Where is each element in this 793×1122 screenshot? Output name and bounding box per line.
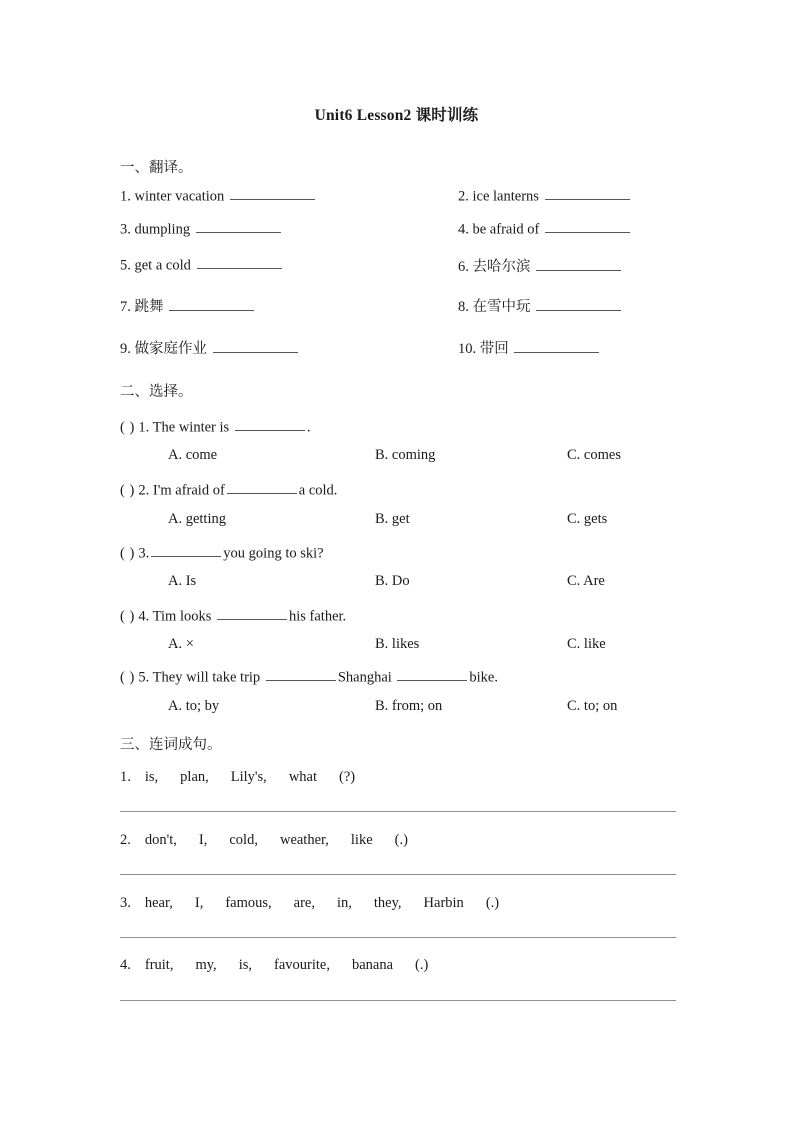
item-number: 10. xyxy=(458,341,477,357)
item-number: 5. xyxy=(120,257,131,274)
question-stem-tail: . xyxy=(306,419,311,436)
option-4a[interactable]: A. × xyxy=(168,636,194,652)
choice-question-3 xyxy=(120,543,324,562)
word: cold, xyxy=(229,832,258,848)
translate-item-2 xyxy=(458,186,632,205)
word-order-item-1 xyxy=(120,769,355,786)
option-4c[interactable]: C. like xyxy=(567,636,606,652)
option-1a[interactable]: A. come xyxy=(168,447,218,463)
answer-bracket-4[interactable]: ( ) xyxy=(120,608,135,625)
answer-blank[interactable] xyxy=(230,186,315,200)
answer-bracket-3[interactable]: ( ) xyxy=(120,545,135,562)
answer-rule-3[interactable] xyxy=(120,937,676,938)
answer-bracket-5[interactable]: ( ) xyxy=(120,669,135,686)
word: I, xyxy=(194,895,204,911)
answer-blank[interactable] xyxy=(217,606,287,620)
word: are, xyxy=(293,895,315,911)
answer-rule-4[interactable] xyxy=(120,1000,676,1001)
word: they, xyxy=(373,895,402,911)
answer-blank[interactable] xyxy=(227,480,297,494)
section-1-heading: 一、翻译。 xyxy=(120,160,193,176)
word: Lily's, xyxy=(230,769,267,785)
answer-blank[interactable] xyxy=(196,219,281,233)
item-text: 跳舞 xyxy=(134,299,164,315)
word: is, xyxy=(144,769,159,785)
item-text: get a cold xyxy=(134,257,191,274)
end-punctuation: (.) xyxy=(485,895,500,911)
question-number: 4. xyxy=(138,608,150,625)
answer-bracket-2[interactable]: ( ) xyxy=(120,482,135,499)
choice-question-5 xyxy=(120,667,498,686)
item-text: be afraid of xyxy=(472,221,540,238)
item-text: 在雪中玩 xyxy=(472,299,531,315)
item-number: 4. xyxy=(120,957,131,973)
question-number: 5. xyxy=(138,669,150,686)
word: plan, xyxy=(180,769,209,785)
question-stem: They will take trip xyxy=(152,669,261,686)
item-number: 3. xyxy=(120,895,131,911)
item-number: 2. xyxy=(458,188,469,205)
item-number: 7. xyxy=(120,299,131,315)
item-text: 去哈尔滨 xyxy=(472,259,531,275)
question-stem: The winter is xyxy=(152,419,230,436)
answer-blank[interactable] xyxy=(545,186,630,200)
option-3b[interactable]: B. Do xyxy=(375,573,410,589)
word: like xyxy=(350,832,373,848)
translate-item-1 xyxy=(120,186,317,205)
answer-blank[interactable] xyxy=(536,257,621,271)
question-stem: I'm afraid of xyxy=(152,482,225,499)
answer-blank[interactable] xyxy=(545,219,630,233)
item-number: 9. xyxy=(120,341,131,357)
item-text: ice lanterns xyxy=(472,188,539,205)
word-order-item-2 xyxy=(120,832,408,849)
word: in, xyxy=(336,895,352,911)
word: my, xyxy=(195,957,217,973)
section-2-heading: 二、选择。 xyxy=(120,384,193,400)
word: favourite, xyxy=(273,957,330,973)
page-title: Unit6 Lesson2 课时训练 xyxy=(314,107,479,124)
item-number: 2. xyxy=(120,832,131,848)
answer-blank[interactable] xyxy=(213,339,298,353)
answer-blank[interactable] xyxy=(197,255,282,269)
item-number: 6. xyxy=(458,259,469,275)
option-1c[interactable]: C. comes xyxy=(567,447,621,463)
word: I, xyxy=(198,832,208,848)
word: is, xyxy=(238,957,252,973)
item-text: 做家庭作业 xyxy=(134,341,207,357)
question-stem-middle: Shanghai xyxy=(337,669,392,686)
item-text: dumpling xyxy=(134,221,191,238)
question-stem: Tim looks xyxy=(152,608,212,625)
translate-item-5 xyxy=(120,255,284,274)
end-punctuation: (.) xyxy=(415,957,429,973)
translate-item-6 xyxy=(458,255,623,276)
section-3-heading: 三、连词成句。 xyxy=(120,737,222,753)
option-5b[interactable]: B. from; on xyxy=(375,698,443,714)
word: famous, xyxy=(225,895,272,911)
word: banana xyxy=(351,957,394,973)
question-number: 1. xyxy=(138,419,150,436)
answer-blank[interactable] xyxy=(536,297,621,311)
item-number: 8. xyxy=(458,299,469,315)
word-order-item-3 xyxy=(120,895,499,912)
question-stem-tail: bike. xyxy=(469,669,498,686)
item-number: 1. xyxy=(120,769,131,785)
translate-item-4 xyxy=(458,219,632,238)
translate-item-10 xyxy=(458,337,601,358)
choice-question-4 xyxy=(120,606,346,625)
option-3a[interactable]: A. Is xyxy=(168,573,197,589)
answer-bracket-1[interactable]: ( ) xyxy=(120,419,135,436)
end-punctuation: (.) xyxy=(394,832,408,848)
answer-rule-2[interactable] xyxy=(120,874,676,875)
translate-item-8 xyxy=(458,295,623,316)
translate-item-9 xyxy=(120,337,300,358)
question-number: 2. xyxy=(138,482,150,499)
option-5c[interactable]: C. to; on xyxy=(567,698,618,714)
translate-item-7 xyxy=(120,295,256,316)
option-2c[interactable]: C. gets xyxy=(567,511,608,527)
word-order-item-4 xyxy=(120,957,428,974)
item-number: 3. xyxy=(120,221,131,238)
answer-blank[interactable] xyxy=(397,667,467,681)
option-4b[interactable]: B. likes xyxy=(375,636,420,652)
answer-blank[interactable] xyxy=(266,667,336,681)
option-5a[interactable]: A. to; by xyxy=(168,698,220,714)
word: Harbin xyxy=(423,895,464,911)
option-2b[interactable]: B. get xyxy=(375,511,410,527)
answer-blank[interactable] xyxy=(169,297,254,311)
word: fruit, xyxy=(144,957,174,973)
question-stem-tail: you going to ski? xyxy=(223,545,324,562)
word: what xyxy=(288,769,317,785)
option-1b[interactable]: B. coming xyxy=(375,447,436,463)
item-number: 4. xyxy=(458,221,469,238)
answer-blank[interactable] xyxy=(514,339,599,353)
question-stem-tail: a cold. xyxy=(298,482,338,499)
choice-question-2 xyxy=(120,480,337,499)
word: don't, xyxy=(144,832,177,848)
translate-item-3 xyxy=(120,219,283,238)
answer-rule-1[interactable] xyxy=(120,811,676,812)
option-2a[interactable]: A. getting xyxy=(168,511,226,527)
item-number: 1. xyxy=(120,188,131,205)
answer-blank[interactable] xyxy=(151,543,221,557)
choice-question-1 xyxy=(120,417,310,436)
item-text: winter vacation xyxy=(134,188,225,205)
option-3c[interactable]: C. Are xyxy=(567,573,605,589)
word: hear, xyxy=(144,895,173,911)
item-text: 带回 xyxy=(479,341,509,357)
question-stem-tail: his father. xyxy=(289,608,347,625)
answer-blank[interactable] xyxy=(235,417,305,431)
word: weather, xyxy=(279,832,329,848)
question-number: 3. xyxy=(138,545,150,562)
end-punctuation: (?) xyxy=(339,769,356,785)
